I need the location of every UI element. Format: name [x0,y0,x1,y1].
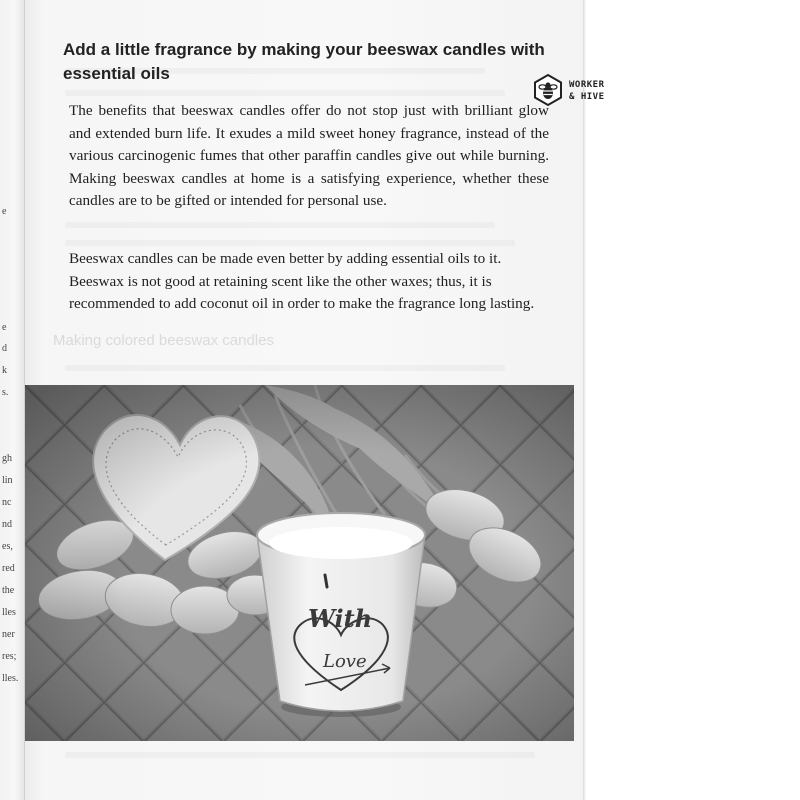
body-paragraph: Beeswax candles can be made even better by adding essential oils to it. Beeswax is not good at retaining scent like the other waxes; thus, it is recommended to add coconut oil in order to make the fragrance long lasting. [69,250,535,313]
left-page-fragment: e [2,322,7,333]
bleed-through-heading: Making colored beeswax candles [53,332,274,349]
page-edge-shadow [583,0,586,800]
bleed-through-line [65,90,505,96]
bleed-through-line [65,240,515,246]
candle-photo [25,385,574,741]
bleed-through-line [65,222,495,228]
left-page-fragment: res; [2,651,17,662]
bleed-through-line [65,752,535,758]
left-page-fragment: red [2,563,15,574]
left-page-fragment: k [2,365,7,376]
left-page-fragment: lles [2,607,16,618]
left-page-fragment: lin [2,475,13,486]
body-paragraph: The benefits that beeswax candles offer do not stop just with brilliant glow and extended burn life. It exudes a mild sweet honey fragrance, instead of the various carcinogenic fumes that other paraffin candles give out while burning. Making beeswax candles at home is a satisfying experience, whether these candles are to be gifted or intended for personal use. [69,102,549,210]
left-page-fragment: d [2,343,7,354]
section-heading: Add a little fragrance by making your beeswax candles with essential oils [63,40,545,83]
bleed-through-line [65,365,505,371]
left-page-edge [0,0,25,800]
left-page-fragment: e [2,206,7,217]
book-page [25,0,585,800]
left-page-fragment: gh [2,453,12,464]
logo-text-line1: WORKER [569,80,605,90]
left-page-fragment: nc [2,497,12,508]
left-page-fragment: ner [2,629,15,640]
left-page-fragment: the [2,585,15,596]
left-page-fragment: lles. [2,673,19,684]
left-page-fragment: s. [2,387,9,398]
left-page-fragment: nd [2,519,12,530]
logo-text-line2: & HIVE [569,92,605,102]
left-page-fragment: es, [2,541,13,552]
